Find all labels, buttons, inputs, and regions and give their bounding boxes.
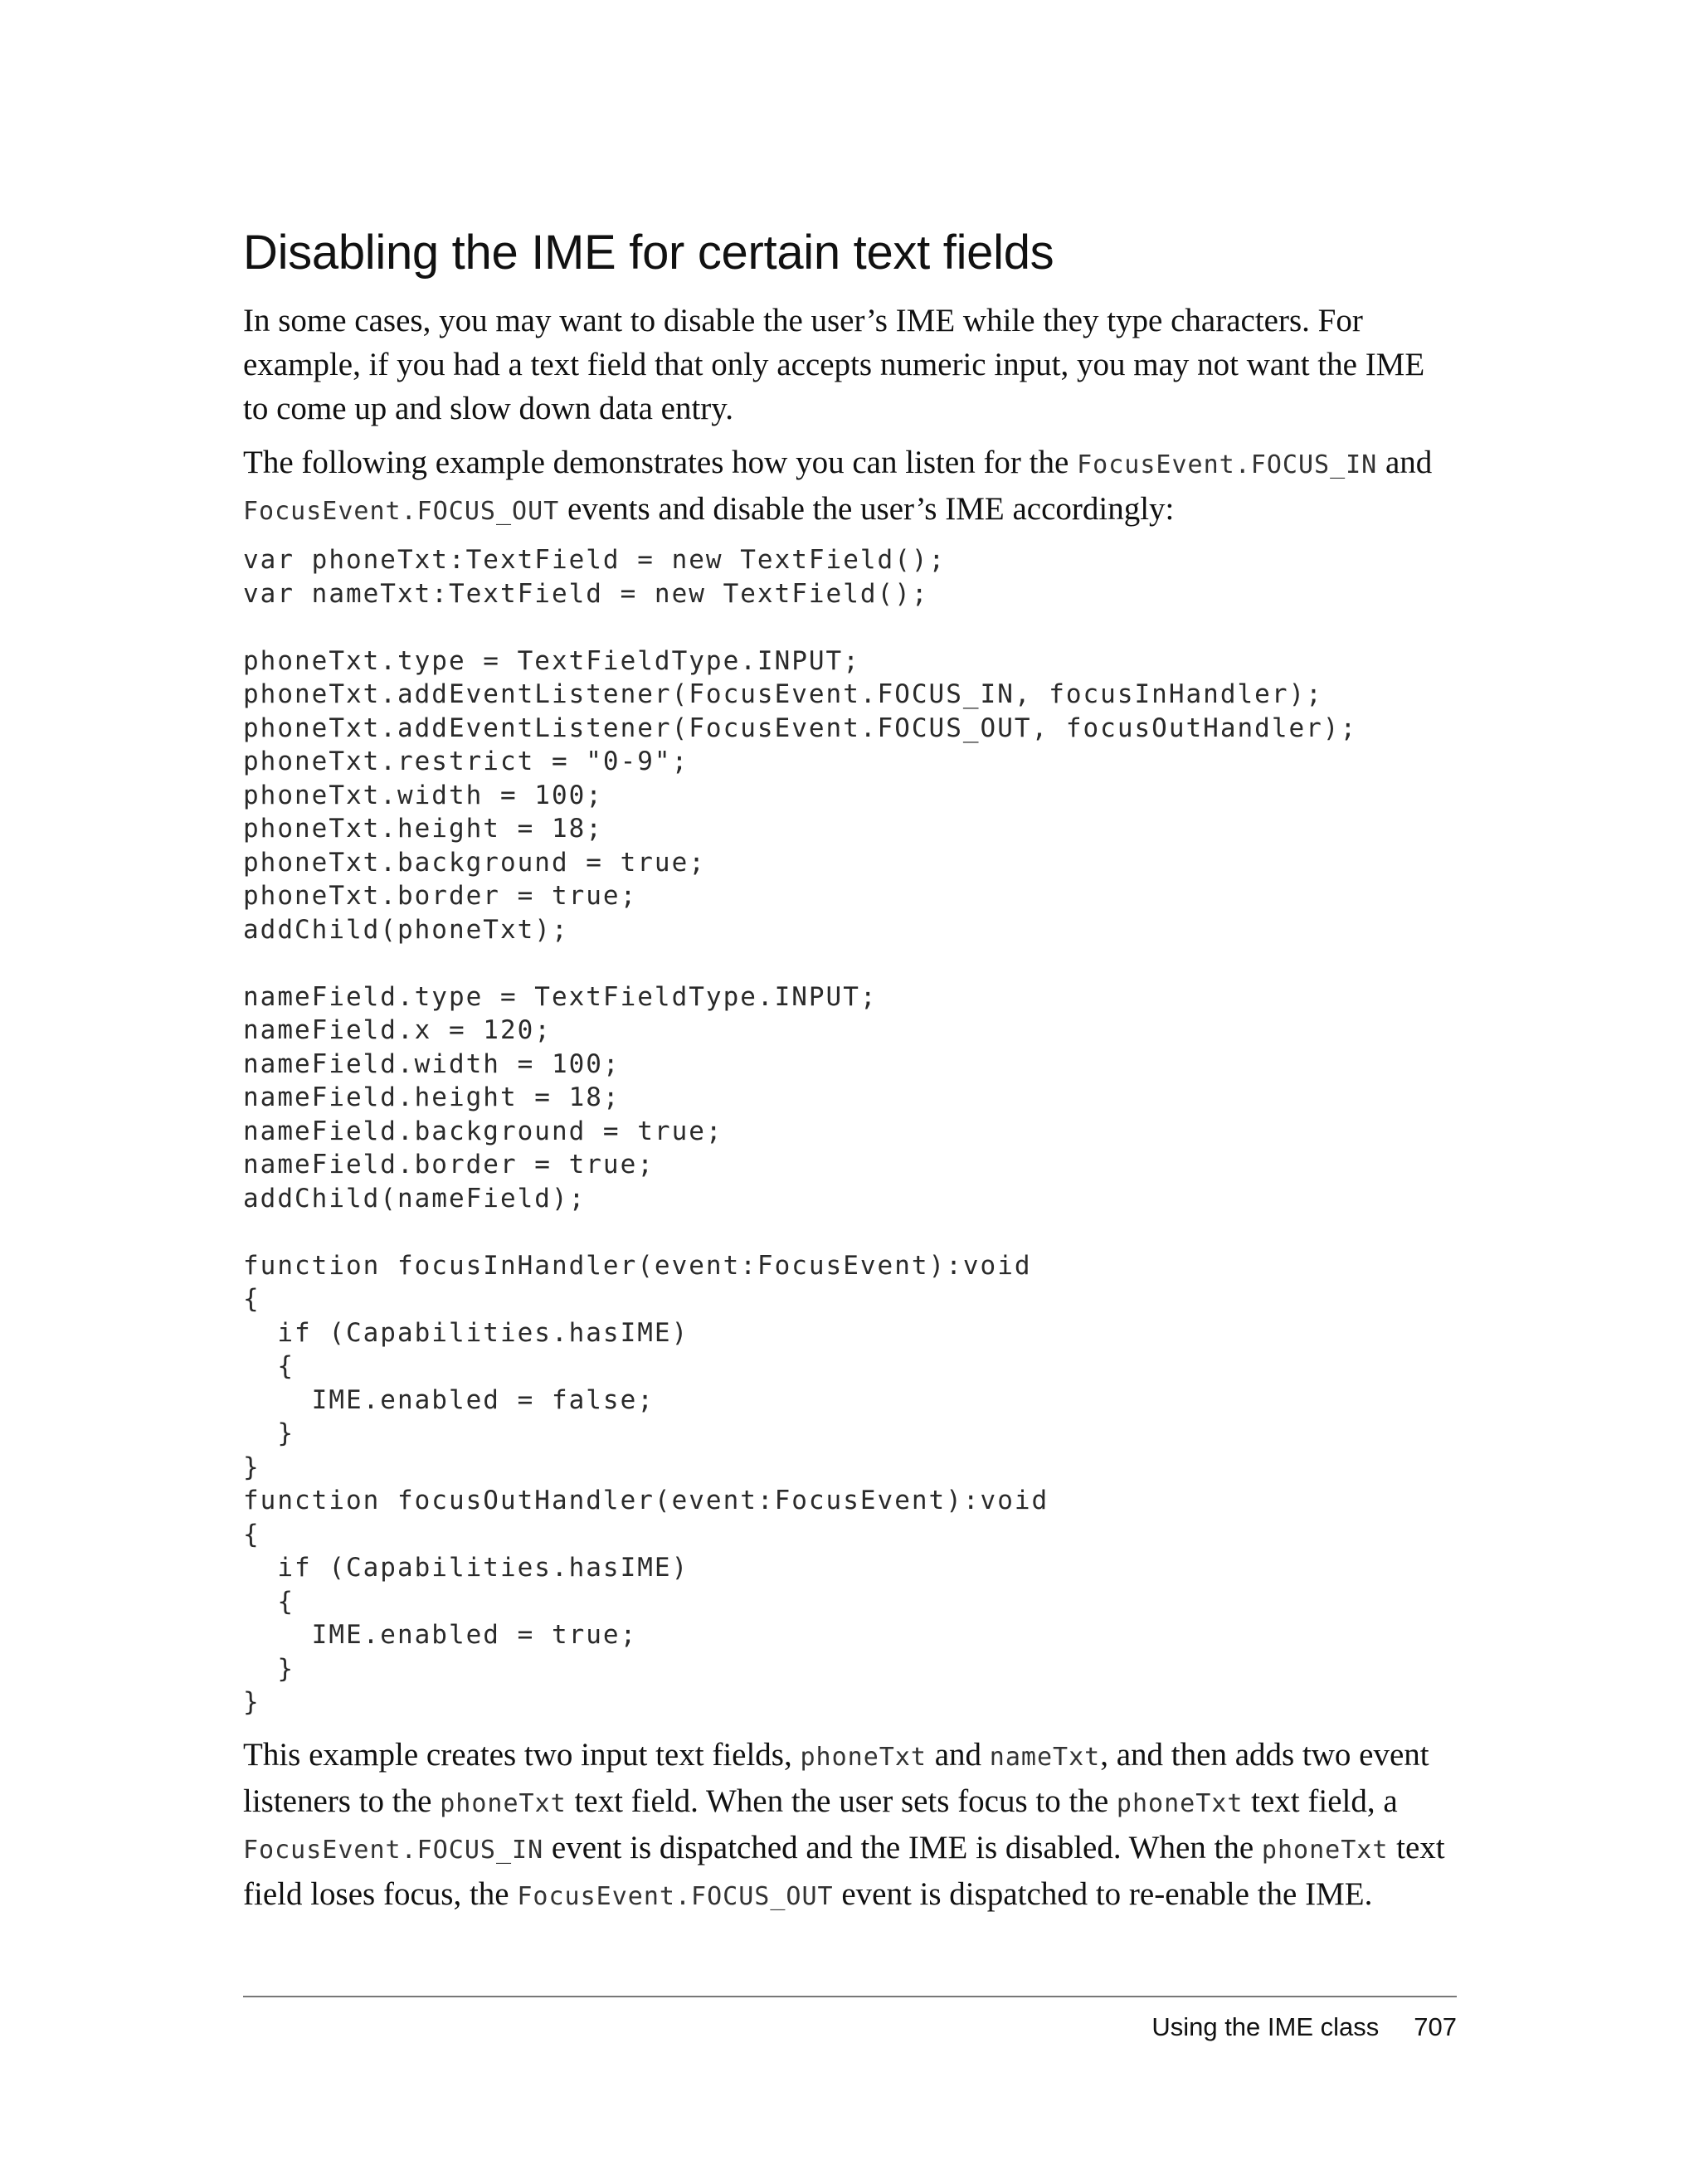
- code-line: phoneTxt.addEventListener(FocusEvent.FOCUS_OUT, focusOutHandler);: [243, 713, 1358, 743]
- page-body: [243, 224, 1457, 1929]
- code-line: nameField.height = 18;: [243, 1082, 621, 1112]
- footer-divider: [243, 1996, 1457, 1997]
- inline-code: phoneTxt: [1261, 1835, 1389, 1865]
- code-line: }: [243, 1418, 295, 1448]
- code-line: var nameTxt:TextField = new TextField();: [243, 578, 929, 609]
- text-run: text field, a: [1243, 1783, 1398, 1819]
- code-line: nameField.type = TextFieldType.INPUT;: [243, 981, 878, 1012]
- text-run: and: [926, 1736, 990, 1773]
- code-line: {: [243, 1586, 295, 1617]
- code-line: phoneTxt.restrict = "0-9";: [243, 747, 689, 776]
- code-line: phoneTxt.width = 100;: [243, 780, 603, 810]
- text-run: event is dispatched and the IME is disabled. When the: [543, 1829, 1262, 1865]
- text-run: text field loses focus, the: [243, 1829, 1445, 1912]
- section-heading: Disabling the IME for certain text fields: [243, 226, 1054, 280]
- code-line: phoneTxt.background = true;: [243, 847, 706, 878]
- code-line: nameField.x = 120;: [243, 1015, 552, 1045]
- code-listing: [243, 543, 1457, 1719]
- inline-code: FocusEvent.FOCUS_IN: [243, 1835, 544, 1865]
- text-run: text field. When the user sets focus to the: [566, 1783, 1117, 1819]
- code-line: phoneTxt.border = true;: [243, 881, 638, 911]
- text-run: event is dispatched to re-enable the IME.: [833, 1875, 1373, 1912]
- code-line: nameField.border = true;: [243, 1150, 655, 1180]
- code-line: phoneTxt.type = TextFieldType.INPUT;: [243, 645, 860, 676]
- inline-code: FocusEvent.FOCUS_OUT: [243, 497, 560, 526]
- explanation-paragraph: [243, 1733, 1457, 1919]
- inline-code: phoneTxt: [440, 1788, 567, 1818]
- code-line: nameField.width = 100;: [243, 1048, 621, 1079]
- example-intro-paragraph: [243, 440, 1457, 533]
- code-line: phoneTxt.height = 18;: [243, 814, 603, 844]
- code-line: {: [243, 1284, 260, 1314]
- code-line: addChild(nameField);: [243, 1183, 587, 1214]
- text-run: , and then adds two event listeners to the: [243, 1736, 1429, 1819]
- code-line: function focusInHandler(event:FocusEvent):void: [243, 1250, 1032, 1281]
- text-run: and: [1377, 445, 1433, 480]
- code-line: [243, 946, 1457, 980]
- text-run: This example creates two input text fields,: [243, 1736, 801, 1773]
- code-line: }: [243, 1452, 260, 1482]
- code-line: {: [243, 1519, 260, 1549]
- page-number: 707: [1414, 2012, 1457, 2041]
- code-line: function focusOutHandler(event:FocusEvent):void: [243, 1486, 1049, 1515]
- page-footer: [243, 1996, 1457, 2041]
- code-line: IME.enabled = true;: [243, 1620, 638, 1650]
- code-line: IME.enabled = false;: [243, 1384, 655, 1415]
- code-line: if (Capabilities.hasIME): [243, 1553, 689, 1583]
- code-line: if (Capabilities.hasIME): [243, 1317, 689, 1348]
- inline-code: phoneTxt: [1116, 1788, 1244, 1818]
- code-line: [243, 1215, 1457, 1249]
- code-line: {: [243, 1351, 295, 1381]
- code-line: nameField.background = true;: [243, 1116, 723, 1146]
- code-line: [243, 610, 1457, 644]
- text-run: events and disable the user’s IME accordingly:: [559, 491, 1175, 527]
- intro-paragraph: In some cases, you may want to disable the user’s IME while they type characters. For example, if you had a text field that only accepts numeric input, you may not want the IME to come up and slow down data entry.: [243, 303, 1425, 426]
- footer-text: [1151, 2012, 1457, 2042]
- inline-code: nameTxt: [989, 1742, 1101, 1772]
- code-line: phoneTxt.addEventListener(FocusEvent.FOCUS_IN, focusInHandler);: [243, 679, 1323, 709]
- text-run: The following example demonstrates how you can listen for the: [243, 445, 1078, 480]
- footer-section-title: Using the IME class: [1151, 2012, 1380, 2041]
- code-line: }: [243, 1653, 295, 1684]
- inline-code: phoneTxt: [800, 1742, 927, 1772]
- inline-code: FocusEvent.FOCUS_IN: [1077, 450, 1378, 479]
- code-line: addChild(phoneTxt);: [243, 914, 569, 945]
- inline-code: FocusEvent.FOCUS_OUT: [517, 1881, 834, 1911]
- code-line: var phoneTxt:TextField = new TextField();: [243, 545, 947, 575]
- code-line: }: [243, 1687, 260, 1717]
